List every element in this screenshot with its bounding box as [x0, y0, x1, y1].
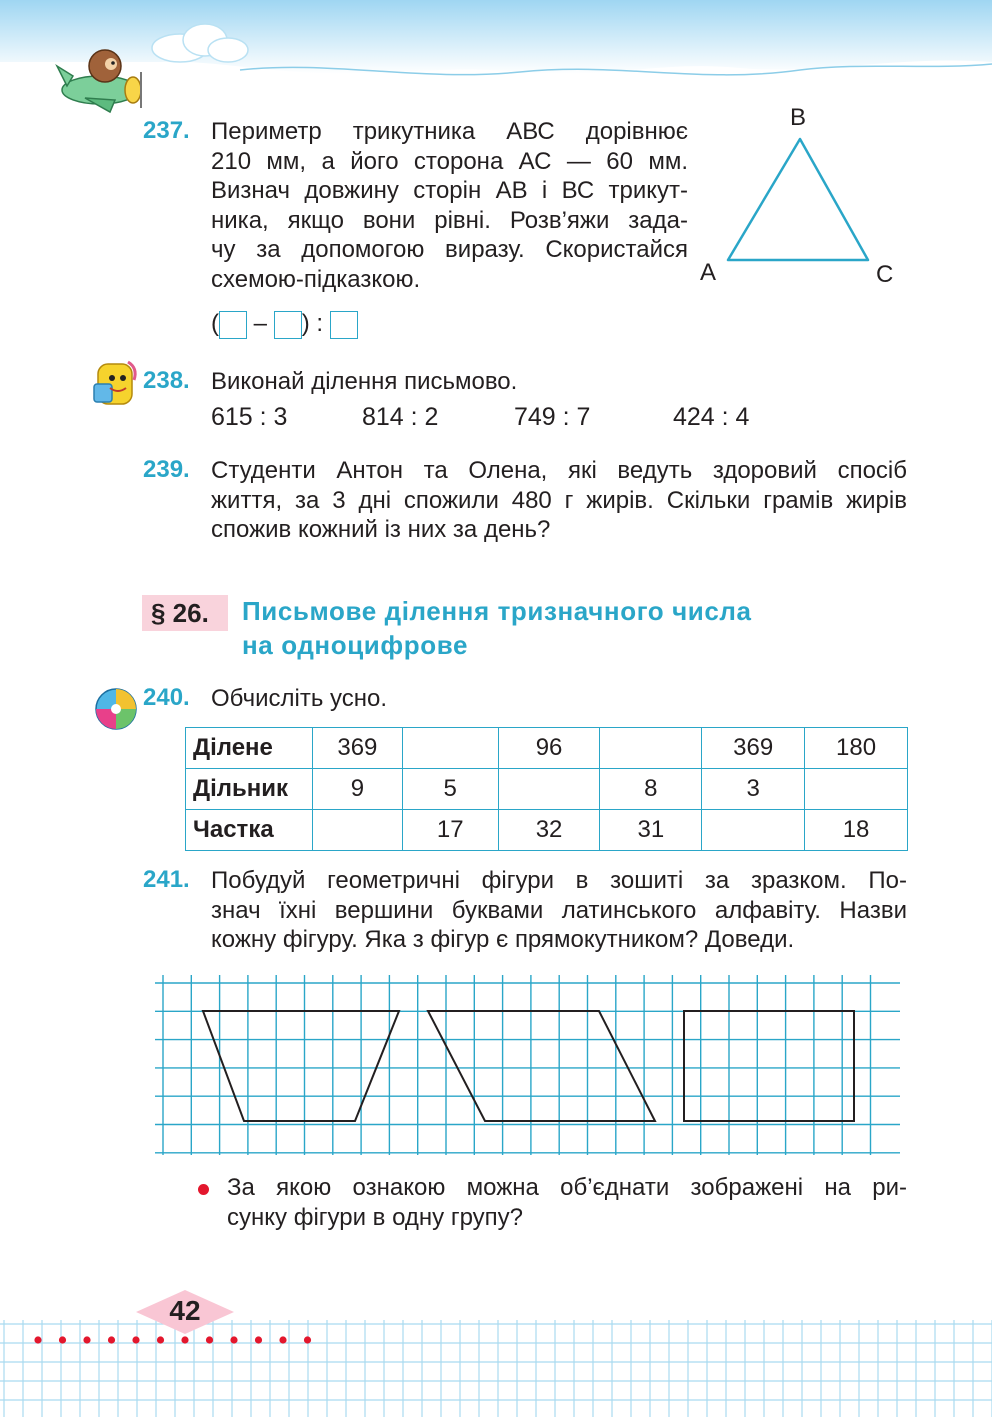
section-title	[242, 594, 752, 662]
problem-240-number: 240.	[143, 684, 190, 711]
problem-241-text	[211, 866, 907, 955]
vertex-b-label: B	[790, 104, 807, 131]
division-example: 749 : 7	[514, 403, 591, 431]
table-cell[interactable]: 32	[498, 810, 600, 851]
row-header-divisor: Дільник	[186, 769, 313, 810]
backpack-icon	[90, 358, 142, 408]
table-cell[interactable]	[498, 769, 600, 810]
puzzle-icon	[92, 686, 140, 732]
red-dot	[181, 1336, 188, 1343]
problem-241-number: 241.	[143, 866, 190, 893]
problem-237-number: 237.	[143, 117, 190, 144]
section-label-badge	[142, 595, 228, 631]
problem-239-text	[211, 456, 907, 545]
bullet-question	[227, 1173, 907, 1232]
table-cell[interactable]	[702, 810, 805, 851]
triangle-abc-diagram	[690, 95, 920, 295]
section-title-line: на одноцифрове	[242, 630, 468, 660]
expression-scheme	[211, 309, 358, 339]
row-header-quotient: Частка	[186, 810, 313, 851]
red-dot	[206, 1336, 213, 1343]
scheme-open-paren: (	[211, 310, 219, 337]
problem-240-text: Обчисліть усно.	[211, 685, 388, 712]
scheme-close-colon: ) :	[301, 310, 324, 337]
table-cell[interactable]: 31	[600, 810, 702, 851]
section-label: § 26.	[151, 598, 209, 628]
parallelogram-shape	[428, 1011, 655, 1121]
table-cell[interactable]: 369	[702, 728, 805, 769]
page-number: 42	[169, 1295, 201, 1326]
problem-237-line: Периметр трикутника АВС дорівнює	[211, 118, 688, 145]
table-cell[interactable]	[312, 810, 402, 851]
section-title-line: Письмове ділення тризначного числа	[242, 596, 752, 626]
dots-decoration	[30, 1332, 320, 1348]
red-dot	[108, 1336, 115, 1343]
problem-241-line: кожну фігуру. Яка з фігур є прямокутником? Доведи.	[211, 926, 795, 953]
row-header-dividend: Ділене	[186, 728, 313, 769]
table-cell[interactable]: 17	[402, 810, 498, 851]
shapes-grid	[155, 975, 900, 1155]
scheme-minus: –	[253, 310, 268, 337]
table-cell[interactable]	[805, 769, 908, 810]
table-cell[interactable]: 3	[702, 769, 805, 810]
problem-237-line: ника, якщо вони рівні. Розв’яжи зада-	[211, 206, 688, 234]
table-cell[interactable]: 180	[805, 728, 908, 769]
problem-237-line: схемою-підказкою.	[211, 265, 421, 293]
problem-239-number: 239.	[143, 456, 190, 483]
table-cell[interactable]: 5	[402, 769, 498, 810]
table-cell[interactable]	[600, 728, 702, 769]
problem-239-line: спожив кожний із них за день?	[211, 516, 551, 543]
problem-241-line: Побудуй геометричні фігури в зошиті за зразком. По-	[211, 867, 907, 894]
table-row	[186, 810, 908, 851]
problem-238-text: Виконай ділення письмово.	[211, 368, 518, 395]
table-cell[interactable]: 96	[498, 728, 600, 769]
problem-237-line: Визнач довжину сторін АВ і ВС трикут-	[211, 177, 688, 204]
table-cell[interactable]: 18	[805, 810, 908, 851]
problem-237-line: 210 мм, а його сторона АС — 60 мм.	[211, 147, 688, 175]
answer-box[interactable]	[274, 311, 302, 339]
table-cell[interactable]: 369	[312, 728, 402, 769]
problem-239-line: життя, за 3 дні спожили 480 г жирів. Скільки грамів жирів	[211, 486, 907, 514]
bullet-dot	[198, 1184, 209, 1195]
bullet-line: сунку фігури в одну групу?	[227, 1203, 524, 1231]
table-row	[186, 728, 908, 769]
red-dot	[157, 1336, 164, 1343]
red-dot	[83, 1336, 90, 1343]
red-dot	[279, 1336, 286, 1343]
red-dot	[34, 1336, 41, 1343]
vertex-c-label: C	[876, 261, 894, 288]
division-example: 615 : 3	[211, 403, 288, 431]
division-table	[185, 727, 908, 851]
red-dot	[255, 1336, 262, 1343]
table-cell[interactable]	[402, 728, 498, 769]
problem-237-text	[211, 117, 688, 294]
airplane-illustration	[55, 40, 150, 115]
answer-box[interactable]	[219, 311, 247, 339]
red-dot	[304, 1336, 311, 1343]
table-row	[186, 769, 908, 810]
trapezoid-shape	[203, 1011, 399, 1121]
vertex-a-label: A	[700, 259, 717, 286]
problem-238-number: 238.	[143, 367, 190, 394]
table-cell[interactable]: 8	[600, 769, 702, 810]
table-cell[interactable]: 9	[312, 769, 402, 810]
division-example: 424 : 4	[673, 403, 750, 431]
problem-239-line: Студенти Антон та Олена, які ведуть здоровий спосіб	[211, 457, 907, 484]
red-dot	[59, 1336, 66, 1343]
problem-241-line: знач їхні вершини буквами латинського алфавіту. Назви	[211, 896, 907, 924]
problem-237-line: чу за допомогою виразу. Скористайся	[211, 236, 688, 263]
answer-box[interactable]	[330, 311, 358, 339]
division-example: 814 : 2	[362, 403, 439, 431]
red-dot	[230, 1336, 237, 1343]
red-dot	[132, 1336, 139, 1343]
rectangle-shape	[684, 1011, 854, 1121]
bullet-line: За якою ознакою можна об’єднати зображені на ри-	[227, 1174, 907, 1201]
